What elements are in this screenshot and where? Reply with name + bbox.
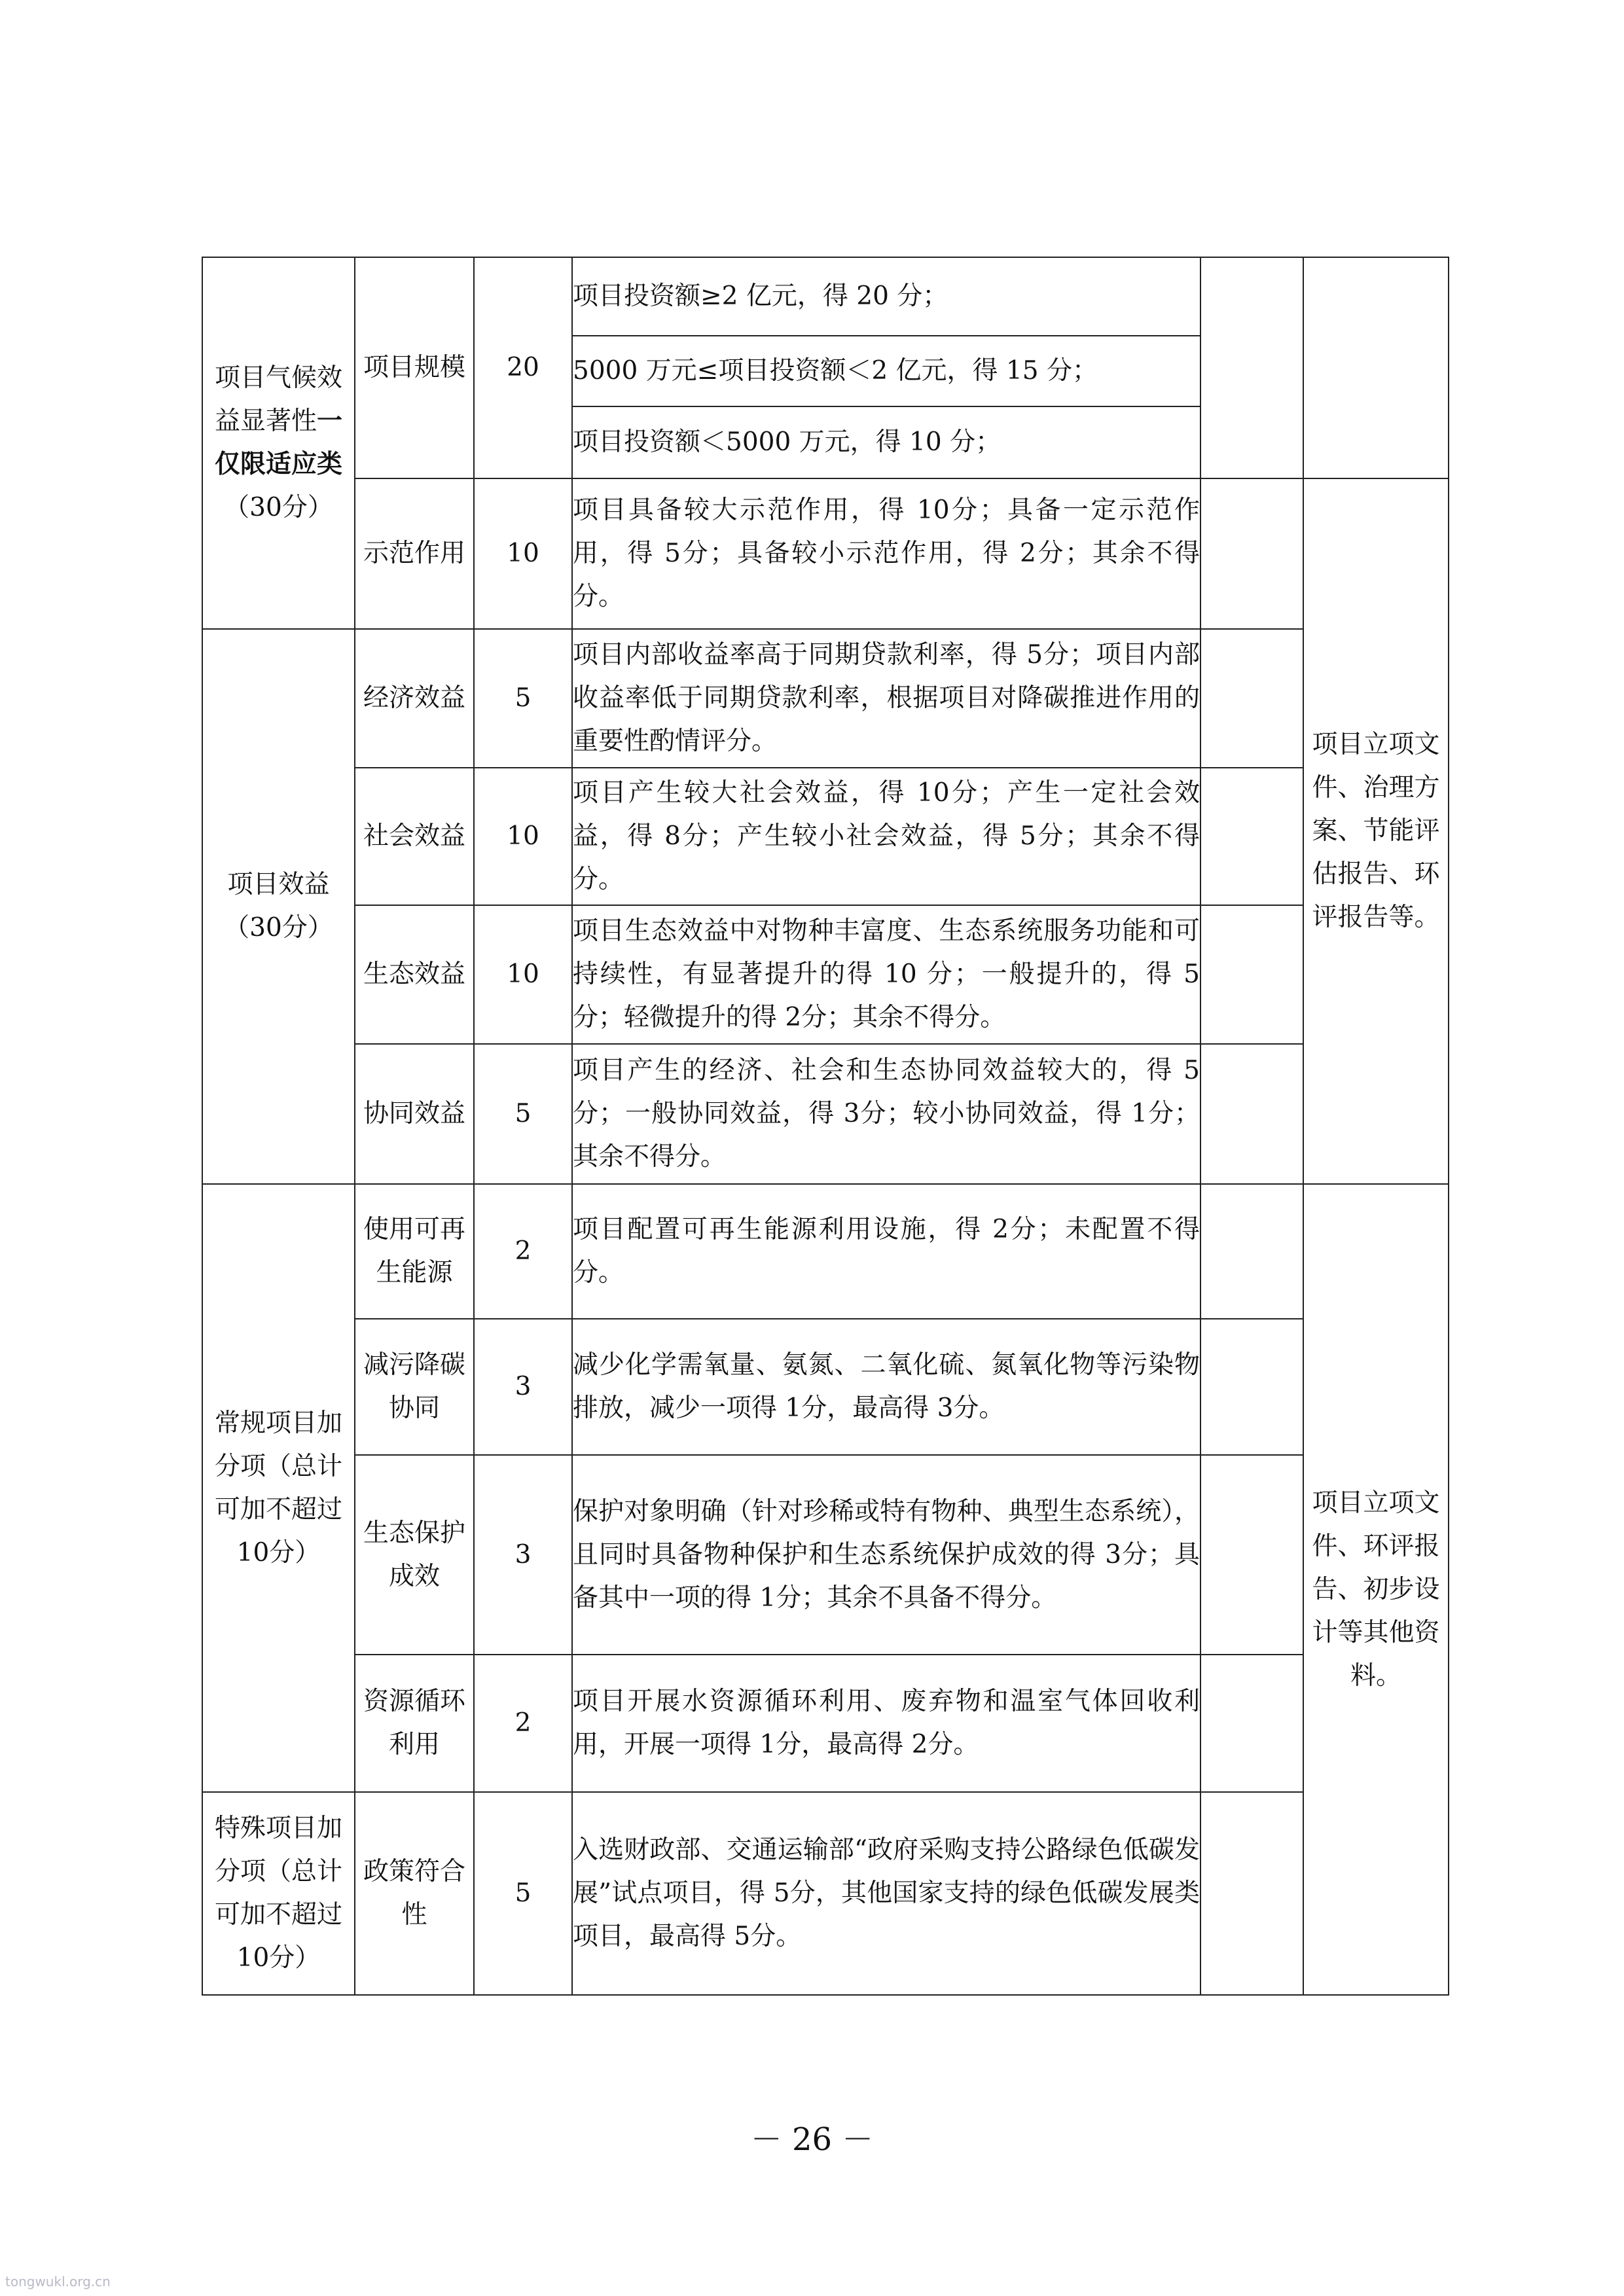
standard-cell: 5000 万元≤项目投资额＜2 亿元，得 15 分；: [572, 336, 1200, 406]
item-cell: 资源循环利用: [355, 1655, 474, 1792]
standard-cell: 项目开展水资源循环利用、废弃物和温室气体回收利用，开展一项得 1分，最高得 2分。: [572, 1655, 1200, 1792]
category-cell: 项目效益（30分）: [202, 629, 355, 1184]
standard-cell: 项目产生较大社会效益，得 10分；产生一定社会效益，得 8分；产生较小社会效益，得 5分；其余不得分。: [572, 768, 1200, 905]
score-cell: 5: [474, 1792, 572, 1995]
score-cell: 2: [474, 1184, 572, 1319]
blank-cell: [1200, 629, 1303, 768]
blank-cell: [1200, 1319, 1303, 1455]
blank-cell: [1200, 1655, 1303, 1792]
standard-cell: 减少化学需氧量、氨氮、二氧化硫、氮氧化物等污染物排放，减少一项得 1分，最高得 3分。: [572, 1319, 1200, 1455]
item-cell: 减污降碳协同: [355, 1319, 474, 1455]
standard-cell: 项目产生的经济、社会和生态协同效益较大的，得 5分；一般协同效益，得 3分；较小协同效益，得 1分；其余不得分。: [572, 1044, 1200, 1184]
evidence-cell: 项目立项文件、治理方案、节能评估报告、环评报告等。: [1303, 478, 1449, 1184]
blank-cell: [1200, 1792, 1303, 1995]
table-row: [202, 1655, 1449, 1792]
item-cell: 项目规模: [355, 257, 474, 478]
item-cell: 社会效益: [355, 768, 474, 905]
item-cell: 政策符合性: [355, 1792, 474, 1995]
table-row: [202, 257, 1449, 336]
blank-cell: [1200, 1184, 1303, 1319]
standard-cell: 入选财政部、交通运输部“政府采购支持公路绿色低碳发展”试点项目，得 5分，其他国家支持的绿色低碳发展类项目，最高得 5分。: [572, 1792, 1200, 1995]
table-row: [202, 478, 1449, 629]
blank-cell: [1200, 257, 1303, 478]
blank-cell: [1200, 768, 1303, 905]
blank-cell: [1200, 1044, 1303, 1184]
item-cell: 经济效益: [355, 629, 474, 768]
score-cell: 3: [474, 1319, 572, 1455]
table-row: [202, 1319, 1449, 1455]
score-cell: 10: [474, 478, 572, 629]
score-cell: 10: [474, 905, 572, 1044]
score-cell: 2: [474, 1655, 572, 1792]
table-row: [202, 1184, 1449, 1319]
category-cell: 特殊项目加分项（总计可加不超过10分）: [202, 1792, 355, 1995]
blank-cell: [1200, 478, 1303, 629]
item-cell: 生态保护成效: [355, 1455, 474, 1655]
standard-cell: 项目内部收益率高于同期贷款利率，得 5分；项目内部收益率低于同期贷款利率，根据项目对降碳推进作用的重要性酌情评分。: [572, 629, 1200, 768]
table-row: [202, 1044, 1449, 1184]
table-row: [202, 905, 1449, 1044]
category-cell: 项目气候效益显著性一仅限适应类 （30分）: [202, 257, 355, 629]
table-row: [202, 768, 1449, 905]
score-cell: 5: [474, 1044, 572, 1184]
score-cell: 10: [474, 768, 572, 905]
standard-cell: 项目投资额≥2 亿元，得 20 分；: [572, 257, 1200, 336]
scoring-table: [202, 257, 1449, 1996]
standard-cell: 项目具备较大示范作用，得 10分；具备一定示范作用，得 5分；具备较小示范作用，得 2分；其余不得分。: [572, 478, 1200, 629]
standard-cell: 保护对象明确（针对珍稀或特有物种、典型生态系统），且同时具备物种保护和生态系统保护成效的得 3分；具备其中一项的得 1分；其余不具备不得分。: [572, 1455, 1200, 1655]
category-cell: 常规项目加分项（总计可加不超过10分）: [202, 1184, 355, 1792]
blank-cell: [1200, 1455, 1303, 1655]
score-cell: 5: [474, 629, 572, 768]
table-row: [202, 1455, 1449, 1655]
item-cell: 生态效益: [355, 905, 474, 1044]
table-row: [202, 1792, 1449, 1995]
standard-cell: 项目生态效益中对物种丰富度、生态系统服务功能和可持续性，有显著提升的得 10 分；一般提升的，得 5分；轻微提升的得 2分；其余不得分。: [572, 905, 1200, 1044]
item-cell: 使用可再生能源: [355, 1184, 474, 1319]
blank-cell: [1200, 905, 1303, 1044]
score-cell: 20: [474, 257, 572, 478]
item-cell: 示范作用: [355, 478, 474, 629]
evidence-cell: 项目立项文件、环评报告、初步设计等其他资料。: [1303, 1184, 1449, 1995]
watermark: tongwukl.org.cn: [5, 2274, 111, 2289]
standard-cell: 项目配置可再生能源利用设施，得 2分；未配置不得分。: [572, 1184, 1200, 1319]
evidence-cell-empty: [1303, 257, 1449, 478]
score-cell: 3: [474, 1455, 572, 1655]
standard-cell: 项目投资额＜5000 万元，得 10 分；: [572, 406, 1200, 478]
item-cell: 协同效益: [355, 1044, 474, 1184]
table-row: [202, 629, 1449, 768]
page-number: － 26 －: [750, 2121, 874, 2158]
